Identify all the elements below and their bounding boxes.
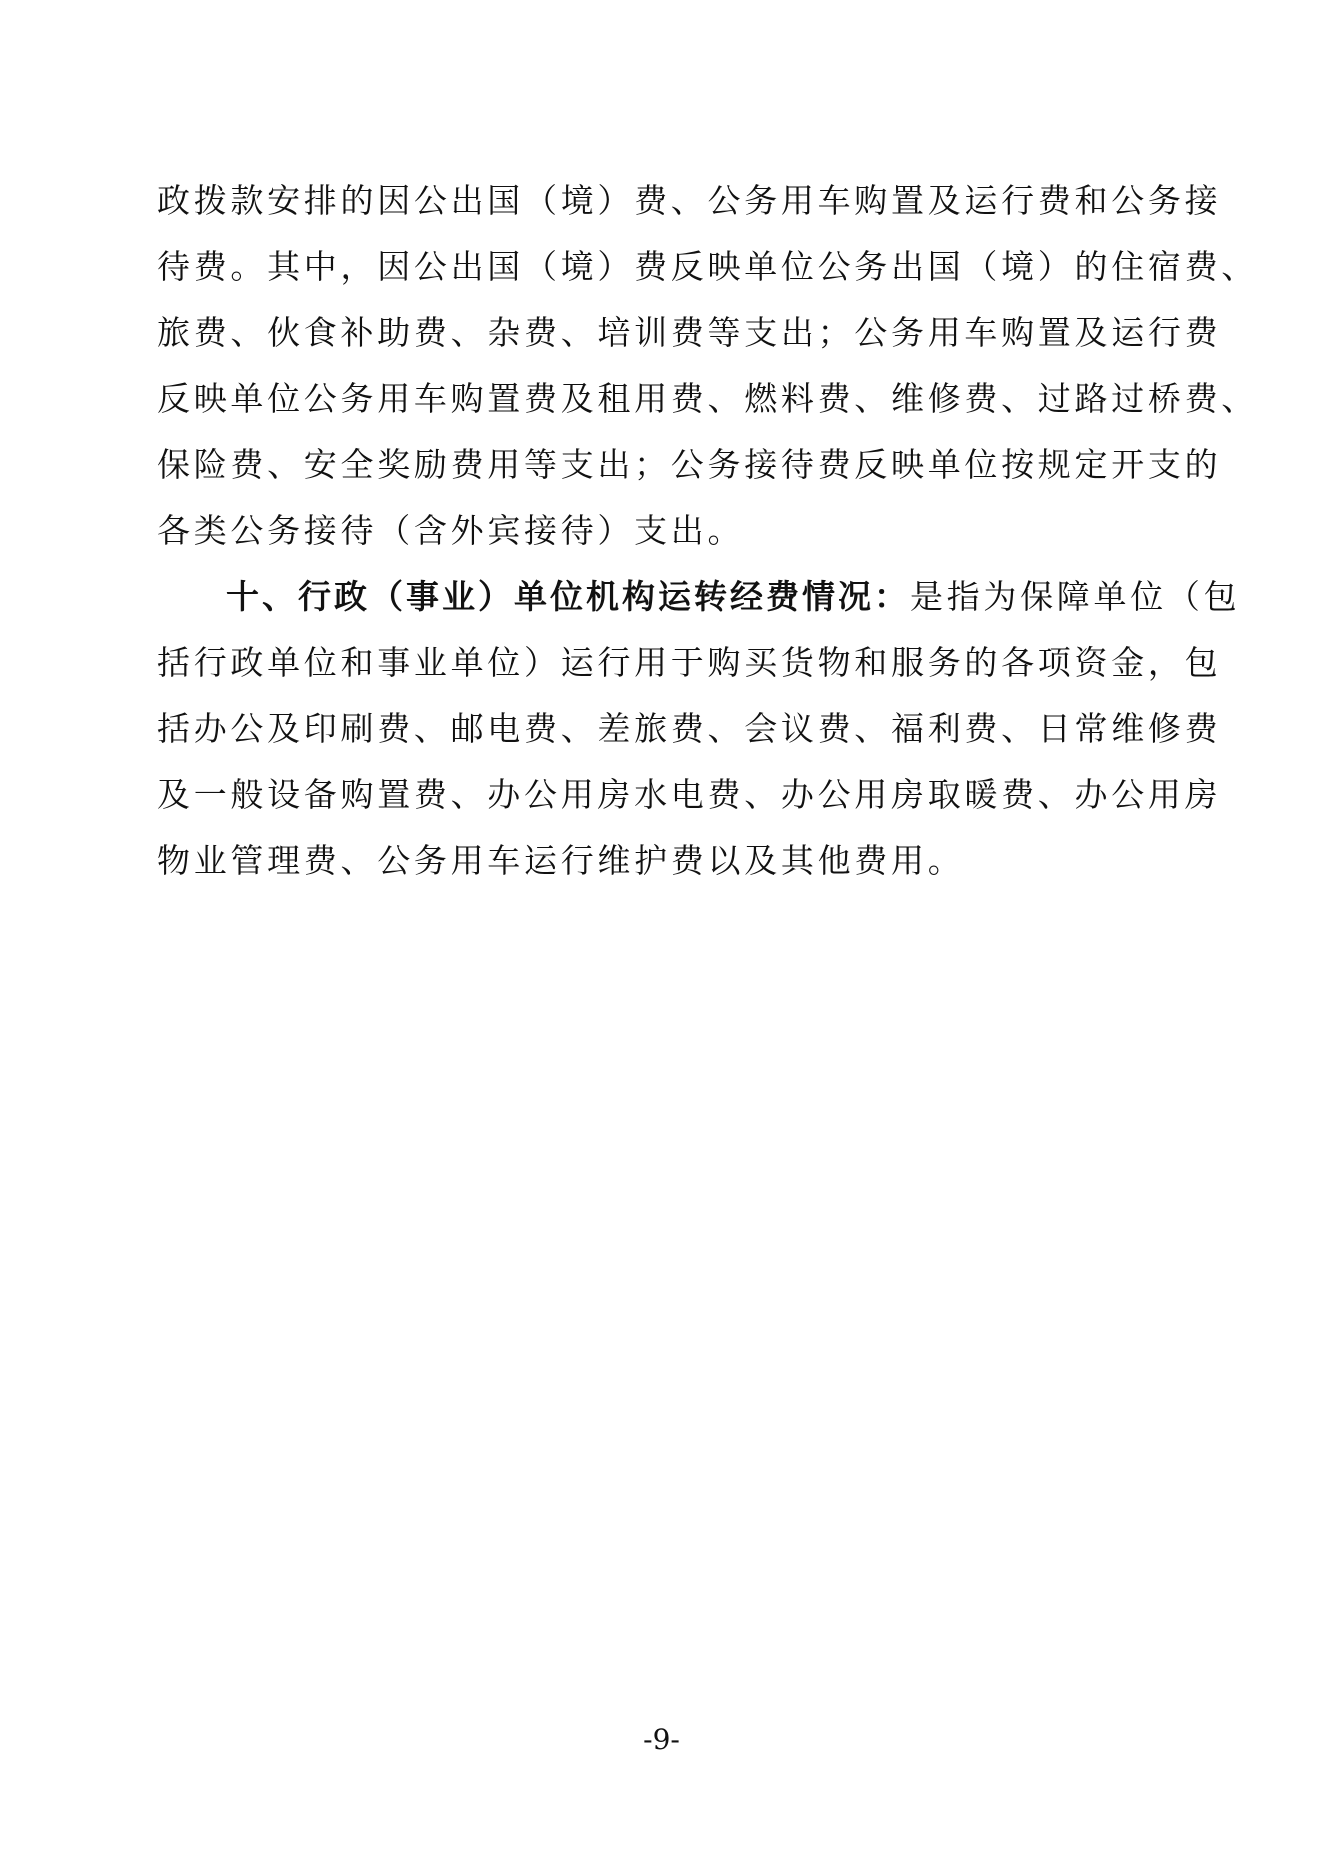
paragraph-1-line-3: 旅费、伙食补助费、杂费、培训费等支出；公务用车购置及运行费 xyxy=(157,313,1222,352)
section-heading: 十、行政（事业）单位机构运转经费情况： xyxy=(226,577,910,616)
paragraph-1-line-5: 保险费、安全奖励费用等支出；公务接待费反映单位按规定开支的 xyxy=(157,445,1222,484)
paragraph-2-line-2: 括行政单位和事业单位）运行用于购买货物和服务的各项资金，包 xyxy=(157,643,1222,682)
paragraph-2-line-5: 物业管理费、公务用车运行维护费以及其他费用。 xyxy=(157,841,965,880)
paragraph-1-line-4: 反映单位公务用车购置费及租用费、燃料费、维修费、过路过桥费、 xyxy=(157,379,1258,418)
paragraph-1-line-6: 各类公务接待（含外宾接待）支出。 xyxy=(157,511,745,550)
paragraph-1-line-1: 政拨款安排的因公出国（境）费、公务用车购置及运行费和公务接 xyxy=(157,181,1222,220)
page-number: -9- xyxy=(643,1723,680,1756)
paragraph-2-first-line-text: 是指为保障单位（包 xyxy=(910,577,1241,616)
paragraph-1-line-2: 待费。其中，因公出国（境）费反映单位公务出国（境）的住宿费、 xyxy=(157,247,1258,286)
paragraph-2-line-4: 及一般设备购置费、办公用房水电费、办公用房取暖费、办公用房 xyxy=(157,775,1222,814)
paragraph-2-line-3: 括办公及印刷费、邮电费、差旅费、会议费、福利费、日常维修费 xyxy=(157,709,1222,748)
paragraph-2-line-1 xyxy=(226,564,1241,630)
